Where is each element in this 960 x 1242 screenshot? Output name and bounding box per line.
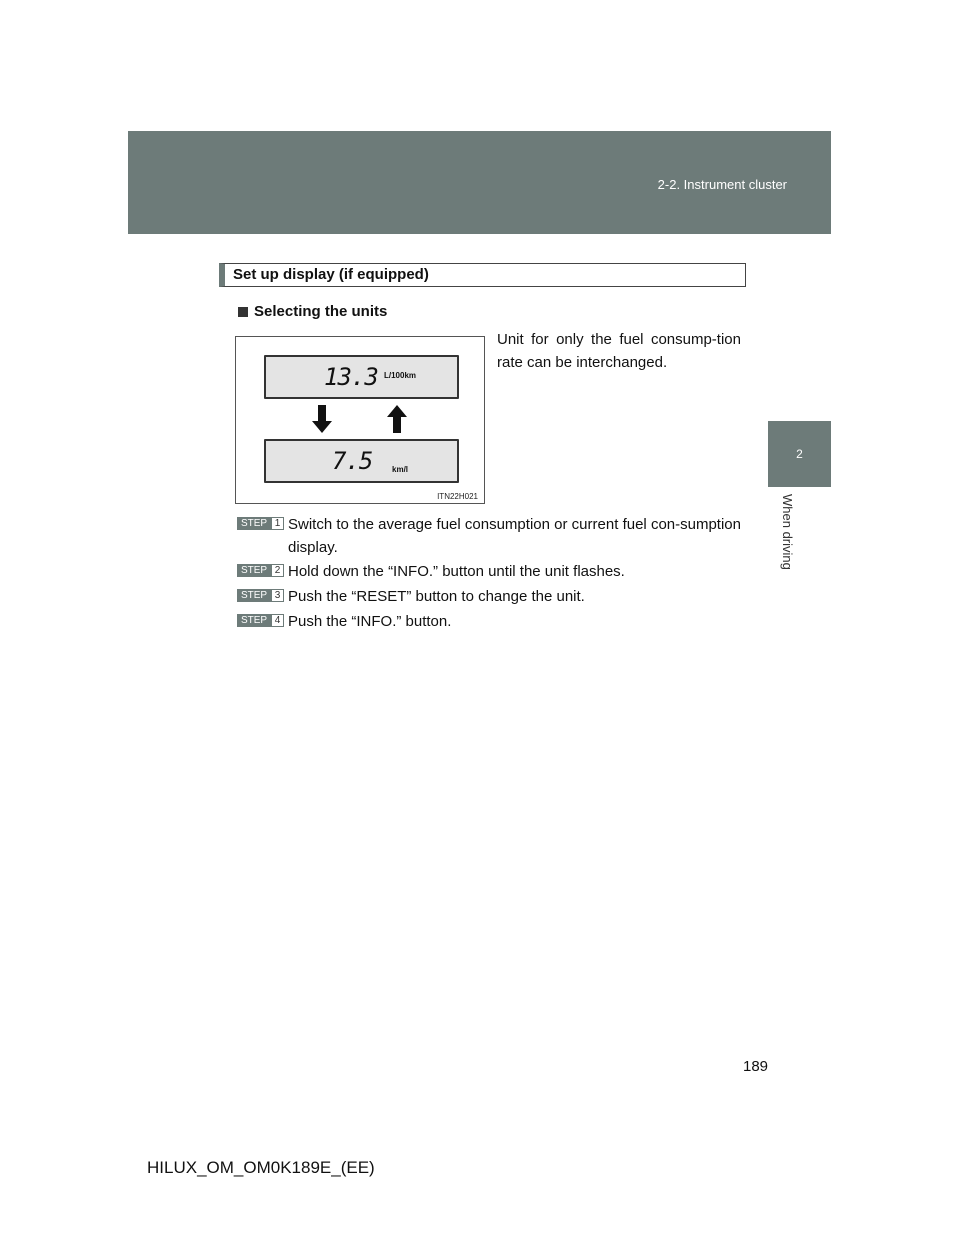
section-title-box bbox=[219, 263, 746, 287]
step-text: Push the “RESET” button to change the unit. bbox=[288, 588, 585, 605]
step-badge-number: 4 bbox=[271, 614, 284, 627]
chapter-number: 2 bbox=[796, 447, 803, 461]
arrow-down-icon bbox=[312, 405, 332, 433]
page-number: 189 bbox=[743, 1058, 769, 1075]
step-badge-number: 3 bbox=[271, 589, 284, 602]
chapter-title: When driving bbox=[780, 494, 795, 570]
lcd-unit-bottom: km/l bbox=[392, 465, 409, 474]
step-badge-number: 1 bbox=[271, 517, 284, 530]
step-badge bbox=[237, 614, 284, 627]
step-text: Push the “INFO.” button. bbox=[288, 613, 452, 630]
step-badge-label: STEP bbox=[237, 614, 271, 627]
unit-display-figure bbox=[235, 336, 485, 504]
step-badge-label: STEP bbox=[237, 589, 271, 602]
step-badge bbox=[237, 589, 284, 602]
step-badge bbox=[237, 564, 284, 577]
square-bullet-icon bbox=[238, 307, 248, 317]
step-text: Switch to the average fuel consumption or current fuel con-sumption display. bbox=[288, 516, 741, 556]
lcd-display-top bbox=[264, 355, 459, 399]
step-badge-label: STEP bbox=[237, 517, 271, 530]
subheading bbox=[238, 303, 387, 320]
step-badge-label: STEP bbox=[237, 564, 271, 577]
header-band bbox=[128, 131, 831, 234]
section-title: Set up display (if equipped) bbox=[233, 266, 429, 283]
subheading-text: Selecting the units bbox=[254, 303, 388, 320]
lcd-value-bottom: 7.5 bbox=[332, 447, 373, 475]
footer-code: HILUX_OM_OM0K189E_(EE) bbox=[147, 1158, 375, 1177]
section-label: 2-2. Instrument cluster bbox=[657, 177, 787, 192]
figure-code: ITN22H021 bbox=[437, 492, 478, 501]
lcd-display-bottom bbox=[264, 439, 459, 483]
step-badge bbox=[237, 517, 284, 530]
lcd-unit-top: L/100km bbox=[384, 371, 417, 380]
lcd-value-top: 13.3 bbox=[324, 363, 378, 391]
arrow-up-icon bbox=[387, 405, 407, 433]
description-text: Unit for only the fuel consump-tion rate can be interchanged. bbox=[497, 331, 741, 371]
step-text: Hold down the “INFO.” button until the unit flashes. bbox=[288, 563, 625, 580]
chapter-tab bbox=[768, 421, 831, 487]
step-badge-number: 2 bbox=[271, 564, 284, 577]
